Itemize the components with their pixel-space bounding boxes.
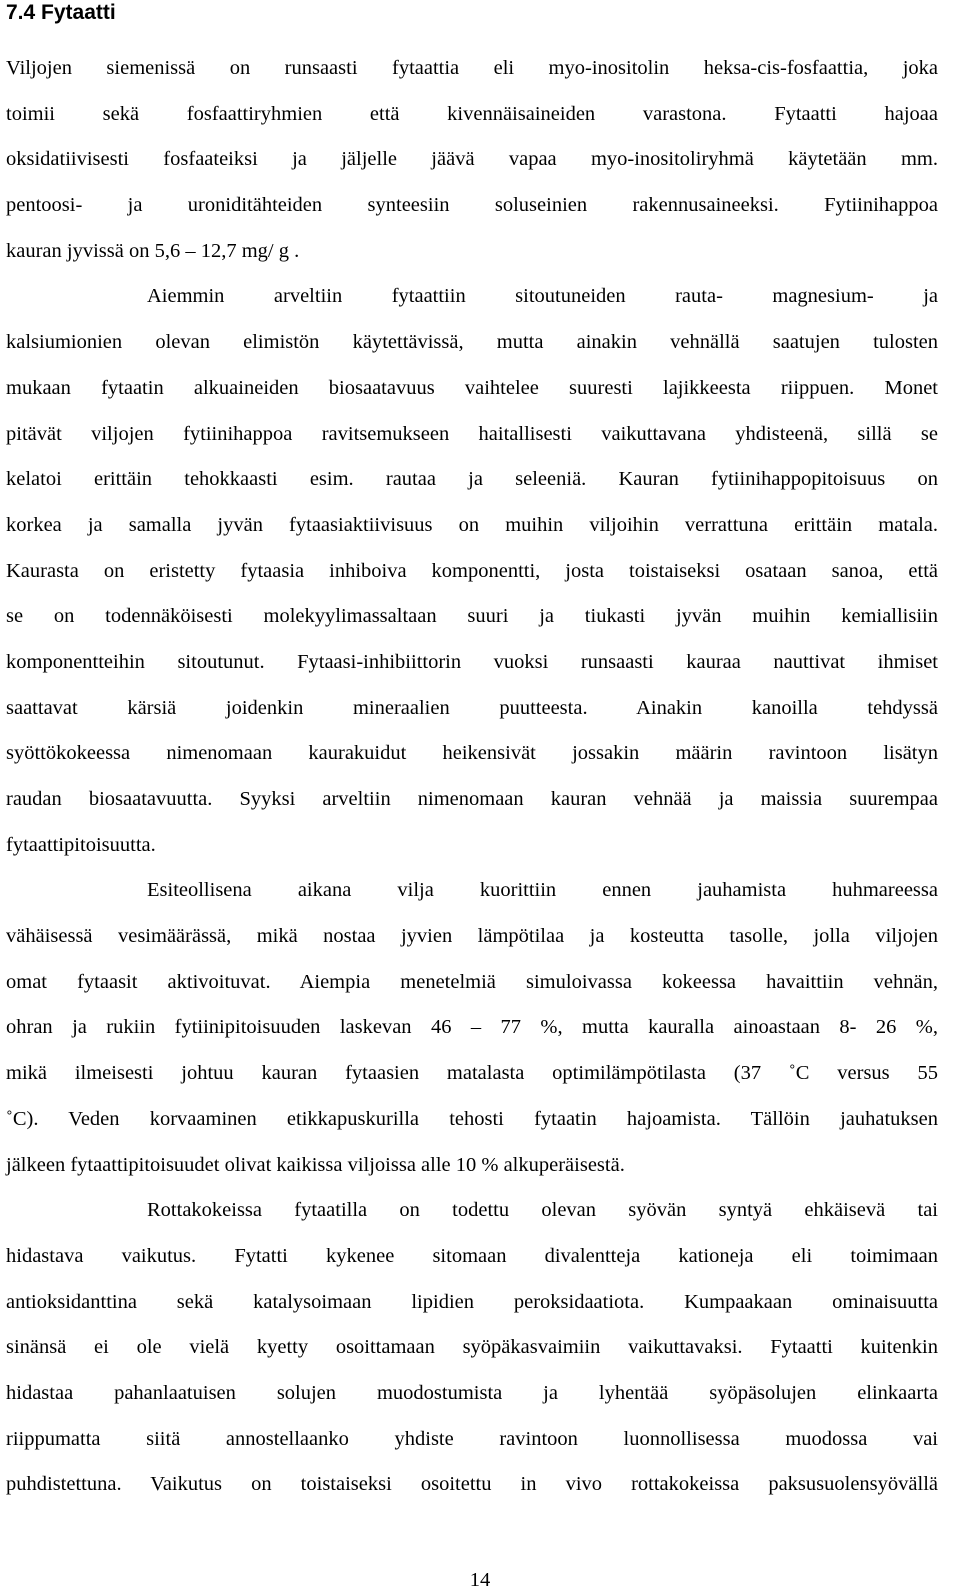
section-heading: 7.4 Fytaatti [6,1,116,24]
text-line: antioksidanttina sekä katalysoimaan lipidien peroksidaatiota. Kumpaakaan ominaisuutta [6,1290,938,1313]
text-line: sinänsä ei ole vielä kyetty osoittamaan syöpäkasvaimiin vaikuttavaksi. Fytaatti kuitenkin [6,1336,938,1359]
body-text [6,12,938,1508]
text-line: kelatoi erittäin tehokkaasti esim. rautaa ja seleeniä. Kauran fytiinihappopitoisuus on [6,468,938,491]
text-line: raudan biosaatavuutta. Syyksi arveltiin nimenomaan kauran vehnää ja maissia suurempaa [6,788,938,810]
text-line: riippumatta siitä annostellaanko yhdiste ravintoon luonnollisessa muodossa vai [6,1427,938,1450]
text-line: hidastava vaikutus. Fytatti kykenee sitomaan divalentteja kationeja eli toimimaan [6,1244,938,1267]
text-line: korkea ja samalla jyvän fytaasiaktiivisuus on muihin viljoihin verrattuna erittäin matala. [6,513,938,536]
text-line: Esiteollisena aikana vilja kuorittiin ennen jauhamista huhmareessa [147,879,938,902]
text-line: se on todennäköisesti molekyylimassaltaan suuri ja tiukasti jyvän muihin kemiallisiin [6,605,938,628]
text-line: toimii sekä fosfaattiryhmien että kivennäisaineiden varastona. Fytaatti hajoaa [6,102,938,125]
text-line: Kaurasta on eristetty fytaasia inhiboiva komponentti, josta toistaiseksi osataan sanoa, että [6,559,938,582]
text-line: Rottakokeissa fytaatilla on todettu olevan syövän syntyä ehkäisevä tai [147,1199,938,1222]
page-number: 14 [469,1569,491,1591]
text-line: mukaan fytaatin alkuaineiden biosaatavuus vaihtelee suuresti lajikkeesta riippuen. Monet [6,376,938,399]
text-line: Aiemmin arveltiin fytaattiin sitoutuneiden rauta- magnesium- ja [147,285,938,308]
text-line: mikä ilmeisesti johtuu kauran fytaasien matalasta optimilämpötilasta (37 ˚C versus 55 [6,1062,938,1085]
text-line: kalsiumionien olevan elimistön käytettävissä, mutta ainakin vehnällä saatujen tulosten [6,331,938,354]
text-line: vähäisessä vesimäärässä, mikä nostaa jyvien lämpötilaa ja kosteutta tasolle, jolla viljojen [6,925,938,948]
text-line: saattavat kärsiä joidenkin mineraalien puutteesta. Ainakin kanoilla tehdyssä [6,696,938,719]
text-line: ˚C). Veden korvaaminen etikkapuskurilla tehosti fytaatin hajoamista. Tällöin jauhatuksen [6,1107,938,1130]
text-line: fytaattipitoisuutta. [6,833,156,856]
text-line: jälkeen fytaattipitoisuudet olivat kaikissa viljoissa alle 10 % alkuperäisestä. [6,1153,625,1176]
text-line: pentoosi- ja uroniditähteiden synteesiin soluseinien rakennusaineeksi. Fytiinihappoa [6,194,938,217]
text-line: ohran ja rukiin fytiinipitoisuuden laskevan 46 – 77 %, mutta kauralla ainoastaan 8- 26 %, [6,1016,938,1039]
text-line: komponentteihin sitoutunut. Fytaasi-inhibiittorin vuoksi runsaasti kauraa nauttivat ihmiset [6,650,938,673]
text-line: puhdistettuna. Vaikutus on toistaiseksi osoitettu in vivo rottakokeissa paksusuolensyövällä [6,1473,938,1496]
text-line: omat fytaasit aktivoituvat. Aiempia menetelmiä simuloivassa kokeessa havaittiin vehnän, [6,970,938,993]
text-line: kauran jyvissä on 5,6 – 12,7 mg/ g . [6,239,300,262]
text-line: Viljojen siemenissä on runsaasti fytaattia eli myo-inositolin heksa-cis-fosfaattia, joka [6,57,938,79]
text-line: oksidatiivisesti fosfaateiksi ja jäljelle jäävä vapaa myo-inositoliryhmä käytetään mm. [6,148,938,171]
text-line: hidastaa pahanlaatuisen solujen muodostumista ja lyhentää syöpäsolujen elinkaarta [6,1381,938,1404]
text-line: syöttökokeessa nimenomaan kaurakuidut heikensivät jossakin määrin ravintoon lisätyn [6,742,938,765]
text-line: pitävät viljojen fytiinihappoa ravitsemukseen haitallisesti vaikuttavana yhdisteenä, sillä se [6,422,938,445]
